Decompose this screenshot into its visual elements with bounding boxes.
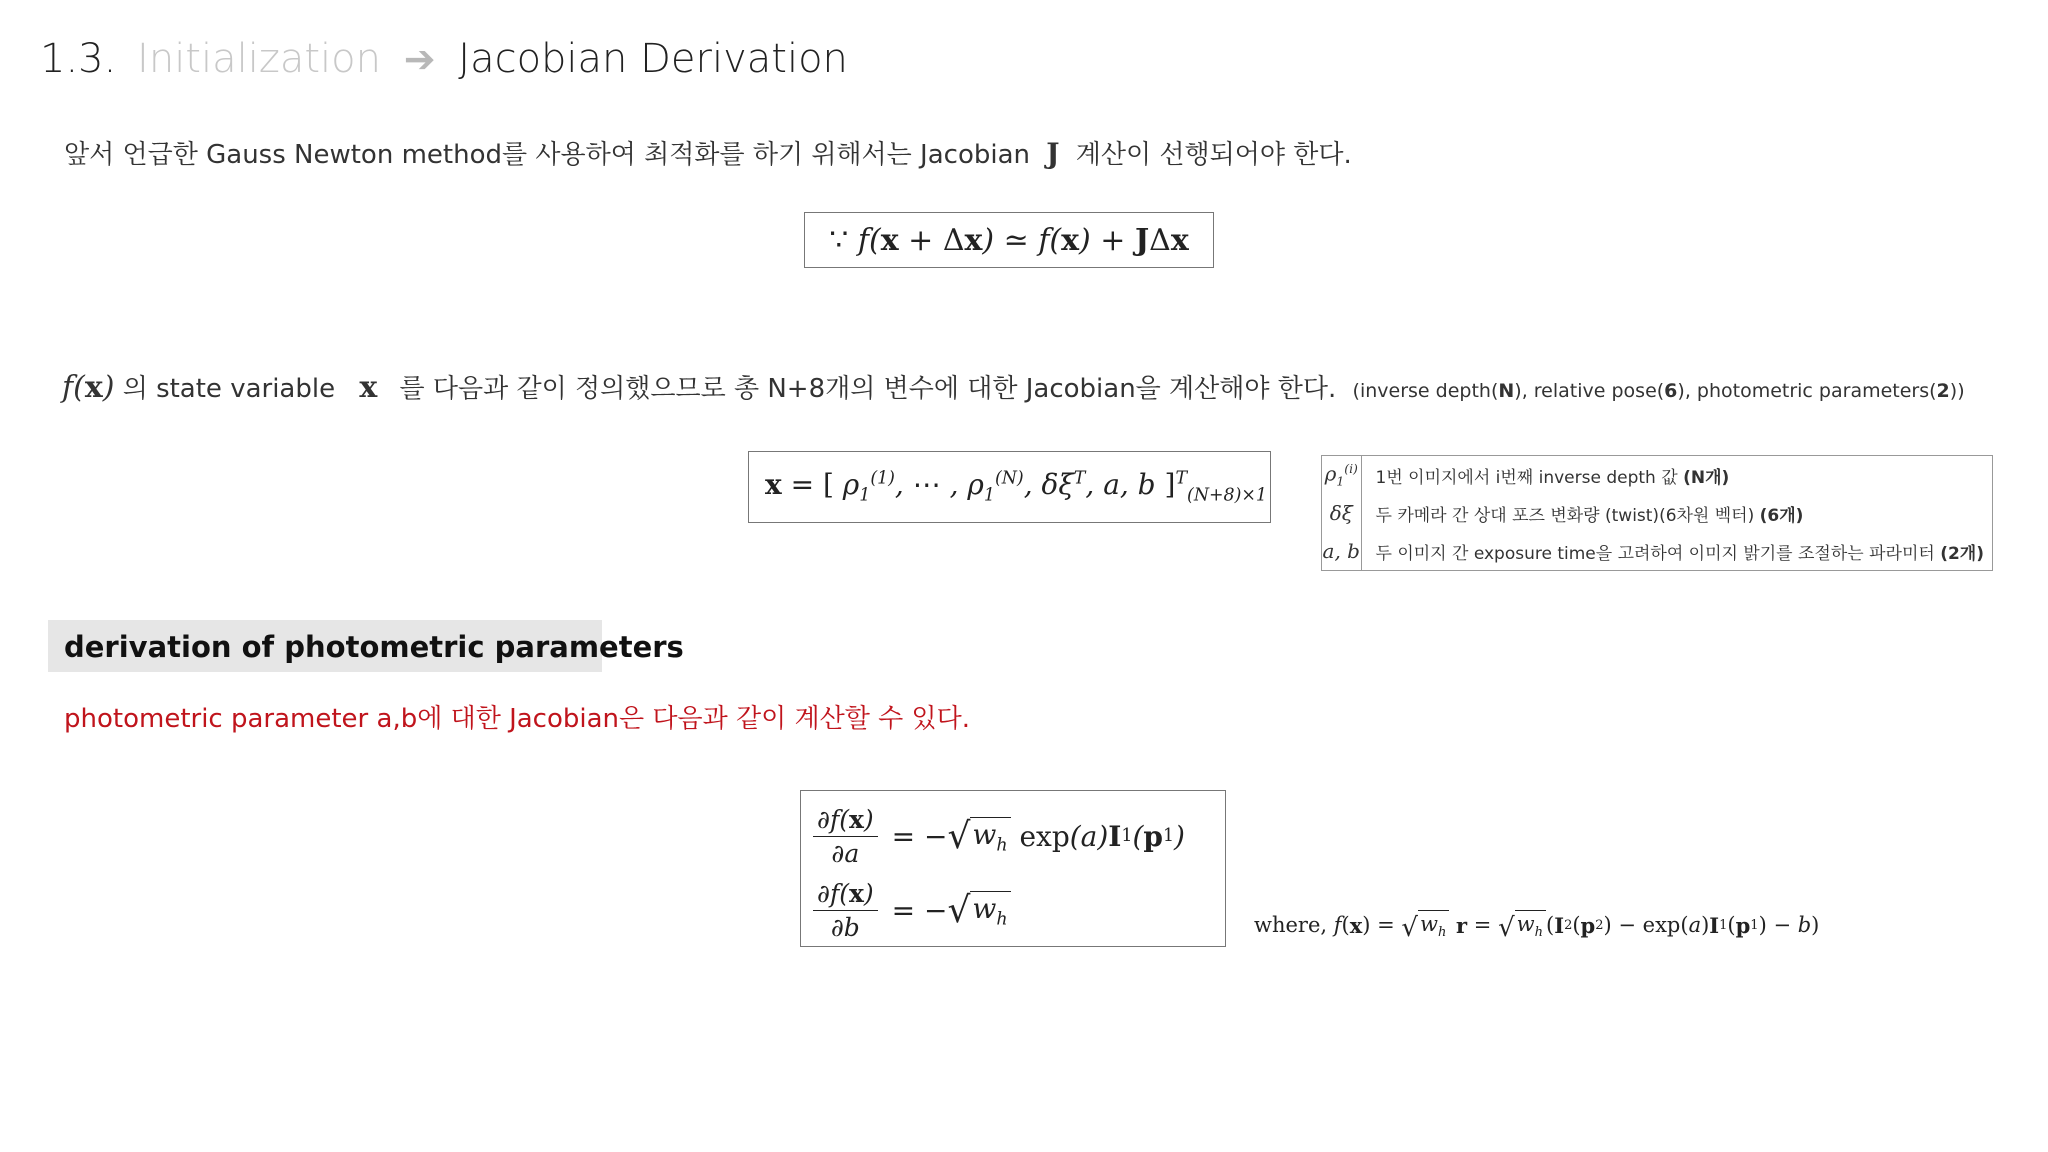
residual-definition: where, f ( x ) = √ $w_h$ r = √ $w_h$ ( I 2 ( p 2 ) − exp( a ) I 1 ( p 1 ) − b ) (1254, 912, 1820, 943)
section-number: 1.3. (40, 36, 117, 82)
state-variable-paragraph (62, 368, 1965, 405)
definition-symbol: $\rho_1^{(i)}$ (1322, 456, 1362, 495)
definition-text: 1번 이미지에서 i번째 inverse depth 값 (N개) (1375, 467, 1730, 488)
state-text-2: 를 다음과 같이 정의했으므로 총 N+8개의 변수에 대한 Jacobian을 계산해야 한다. (399, 374, 1337, 404)
photometric-jacobian-note: photometric parameter a,b에 대한 Jacobian은 다음과 같이 계산할 수 있다. (64, 704, 971, 734)
table-row (1322, 532, 1993, 571)
partial-derivatives-box (800, 790, 1226, 947)
partial-a-equation: $\frac{\partial f(x)}{\partial a}$ = − √ $w_h$ exp (a) I 1 ( p 1 ) (813, 799, 1225, 873)
partial-b-equation: $\frac{\partial f(x)}{\partial b}$ = − √ $w_h$ (813, 873, 1225, 947)
intro-text-after: 계산이 선행되어야 한다. (1075, 140, 1352, 170)
table-row (1322, 494, 1993, 532)
definition-text: 두 카메라 간 상대 포즈 변화량 (twist)(6차원 벡터) (6개) (1375, 505, 1804, 526)
arrow-right-icon: ➔ (403, 37, 436, 81)
taylor-equation: ∵ f(x + Δx) ≃ f(x) + JΔx (829, 222, 1189, 258)
section-heading-text: derivation of photometric parameters (64, 630, 684, 664)
table-row (1322, 456, 1993, 495)
definition-symbol: δξ (1322, 494, 1362, 532)
state-vector-equation: x = [ $\rho_1^{(1)}$, ⋯ , $\rho_1^{(N)}$, $\delta\xi^T$, a, b ]$^T_{(N+8)\times 1}$ (765, 468, 1267, 506)
taylor-equation-box (804, 212, 1214, 268)
intro-text-before: 앞서 언급한 Gauss Newton method를 사용하여 최적화를 하기 위해서는 Jacobian (64, 140, 1030, 170)
variable-definition-table (1321, 455, 1993, 571)
intro-paragraph (64, 134, 1352, 171)
breadcrumb-current: Jacobian Derivation (458, 36, 848, 82)
jacobian-symbol: J (1046, 137, 1060, 170)
x-symbol: x (359, 370, 378, 405)
section-heading (48, 620, 684, 672)
state-vector-equation-box (748, 451, 1271, 523)
state-text-1: 의 state variable (122, 374, 336, 404)
fx-symbol: f(x) (62, 370, 115, 405)
variable-count-note: (inverse depth(N), relative pose(6), photometric parameters(2)) (1352, 380, 1965, 402)
definition-text: 두 이미지 간 exposure time을 고려하여 이미지 밝기를 조절하는 파라미터 (2개) (1375, 543, 1984, 564)
page-title (40, 36, 848, 82)
breadcrumb-previous: Initialization (137, 36, 381, 82)
definition-symbol: a, b (1322, 532, 1362, 571)
